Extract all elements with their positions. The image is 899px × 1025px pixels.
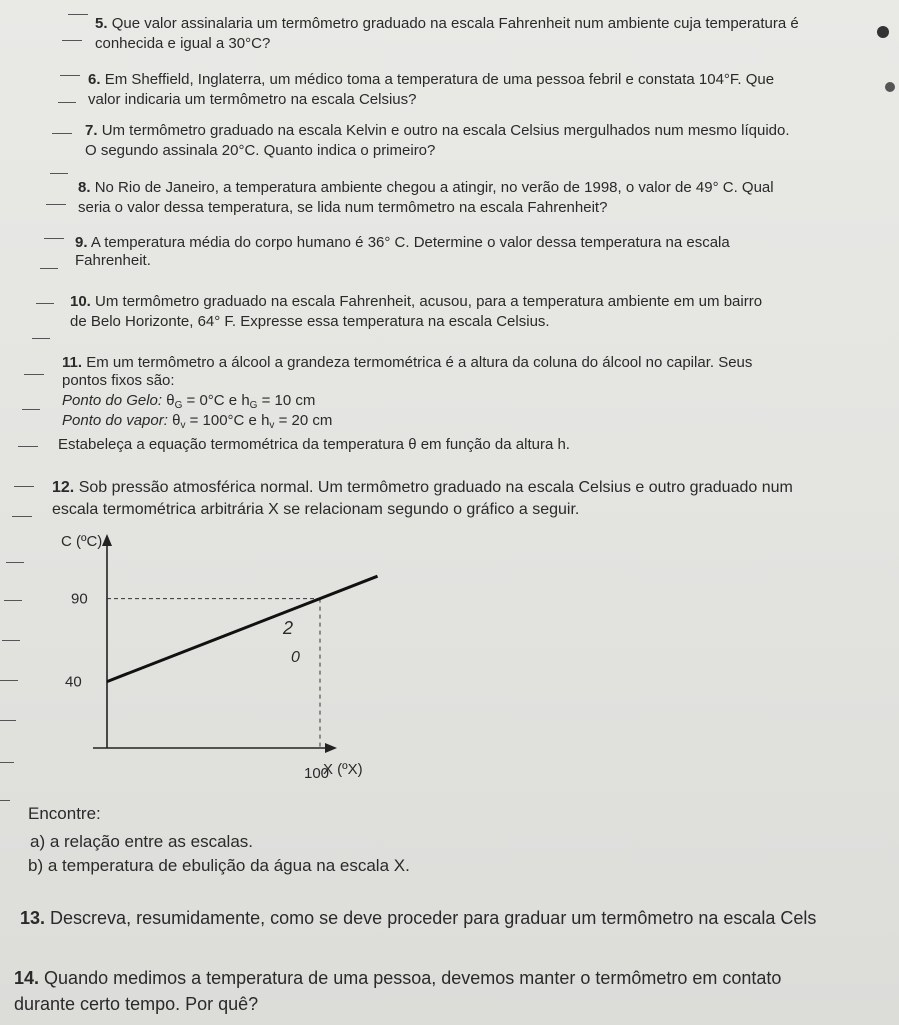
question-text: Descreva, resumidamente, como se deve proceder para graduar um termômetro na escala Cels <box>50 908 817 928</box>
y-axis-arrow <box>102 534 112 546</box>
question-number: 6. <box>88 71 101 88</box>
question-text: pontos fixos são: <box>62 372 175 389</box>
subscript: G <box>174 400 183 411</box>
question-number: 10. <box>70 293 91 310</box>
equation-part: = 10 cm <box>257 392 316 409</box>
margin-tick <box>6 562 24 563</box>
encontre-label: Encontre: <box>28 804 101 823</box>
margin-tick <box>40 268 58 269</box>
margin-tick <box>60 75 80 76</box>
question-text: Um termômetro graduado na escala Fahrenheit, acusou, para a temperatura ambiente em um bairro <box>95 293 763 310</box>
margin-tick <box>50 173 68 174</box>
handwritten-mark: 2 <box>283 618 294 638</box>
ponto-gelo-label: Ponto do Gelo: <box>62 392 163 409</box>
margin-tick <box>2 640 20 641</box>
margin-tick <box>0 680 18 681</box>
y-tick-label: 90 <box>71 590 88 608</box>
question-number: 12. <box>52 479 75 496</box>
x-axis-arrow <box>325 743 337 753</box>
x-tick-label: 100 <box>304 765 330 782</box>
y-axis-label: C (ºC) <box>61 533 103 550</box>
question-text: O segundo assinala 20°C. Quanto indica o primeiro? <box>85 142 436 159</box>
subscript: v <box>269 420 275 431</box>
question-text: Que valor assinalaria um termômetro graduado na escala Fahrenheit num ambiente cuja temperatura é <box>111 15 799 32</box>
margin-tick <box>4 600 22 601</box>
margin-tick <box>18 446 38 447</box>
question-number: 13. <box>20 908 46 928</box>
series-line <box>107 576 378 681</box>
punch-hole <box>885 82 895 92</box>
question-text: de Belo Horizonte, 64° F. Expresse essa temperatura na escala Celsius. <box>70 313 550 330</box>
margin-tick <box>24 374 44 375</box>
temperature-graph <box>55 528 363 788</box>
question-text: Quando medimos a temperatura de uma pessoa, devemos manter o termômetro em contato <box>44 968 782 988</box>
margin-tick <box>32 338 50 339</box>
margin-tick <box>0 800 10 801</box>
question-number: 5. <box>95 15 108 32</box>
margin-tick <box>22 409 40 410</box>
question-text: A temperatura média do corpo humano é 36° C. Determine o valor dessa temperatura na escala <box>90 234 730 251</box>
question-number: 7. <box>85 122 98 139</box>
subscript: v <box>180 420 186 431</box>
symbol: θ <box>166 392 175 409</box>
margin-tick <box>68 14 88 15</box>
question-text: Estabeleça a equação termométrica da temperatura θ em função da altura h. <box>58 436 570 453</box>
margin-tick <box>14 486 34 487</box>
question-text: Em um termômetro a álcool a grandeza termométrica é a altura da coluna do álcool no capilar. Seus <box>86 354 753 371</box>
question-text: Sob pressão atmosférica normal. Um termômetro graduado na escala Celsius e outro graduado num <box>78 479 793 496</box>
punch-hole <box>877 26 889 38</box>
equation-part: = 20 cm <box>274 412 333 429</box>
margin-tick <box>44 238 64 239</box>
question-number: 9. <box>75 234 88 251</box>
equation-part: = 100°C e h <box>185 412 270 429</box>
margin-tick <box>62 40 82 41</box>
margin-tick <box>58 102 76 103</box>
item-a: a) a relação entre as escalas. <box>30 832 254 851</box>
y-tick-label: 40 <box>65 673 82 691</box>
margin-tick <box>12 516 32 517</box>
question-text: durante certo tempo. Por quê? <box>14 994 259 1014</box>
item-b: b) a temperatura de ebulição da água na escala X. <box>28 856 410 875</box>
question-number: 14. <box>14 968 40 988</box>
margin-tick <box>52 133 72 134</box>
question-text: escala termométrica arbitrária X se relacionam segundo o gráfico a seguir. <box>52 501 580 518</box>
question-text: Fahrenheit. <box>75 252 151 269</box>
margin-tick <box>36 303 54 304</box>
question-text: seria o valor dessa temperatura, se lida num termômetro na escala Fahrenheit? <box>78 199 608 216</box>
ponto-vapor-label: Ponto do vapor: <box>62 412 168 429</box>
question-text: Em Sheffield, Inglaterra, um médico toma a temperatura de uma pessoa febril e constata 104°F. Que <box>104 71 775 88</box>
equation-part: = 0°C e h <box>182 392 250 409</box>
question-text: No Rio de Janeiro, a temperatura ambiente chegou a atingir, no verão de 1998, o valor de 49° C. Qual <box>94 179 774 196</box>
question-text: Um termômetro graduado na escala Kelvin e outro na escala Celsius mergulhados num mesmo líquido. <box>101 122 790 139</box>
subscript: G <box>249 400 258 411</box>
margin-tick <box>46 204 66 205</box>
x-axis-label: X (ºX) <box>323 761 363 778</box>
symbol: θ <box>172 412 181 429</box>
question-number: 11. <box>62 354 83 371</box>
margin-tick <box>0 720 16 721</box>
margin-tick <box>0 762 14 763</box>
ponto-vapor <box>62 411 332 436</box>
question-number: 8. <box>78 179 91 196</box>
question-text: valor indicaria um termômetro na escala Celsius? <box>88 91 417 108</box>
handwritten-mark: 0 <box>291 649 300 666</box>
question-text: conhecida e igual a 30°C? <box>95 35 271 52</box>
